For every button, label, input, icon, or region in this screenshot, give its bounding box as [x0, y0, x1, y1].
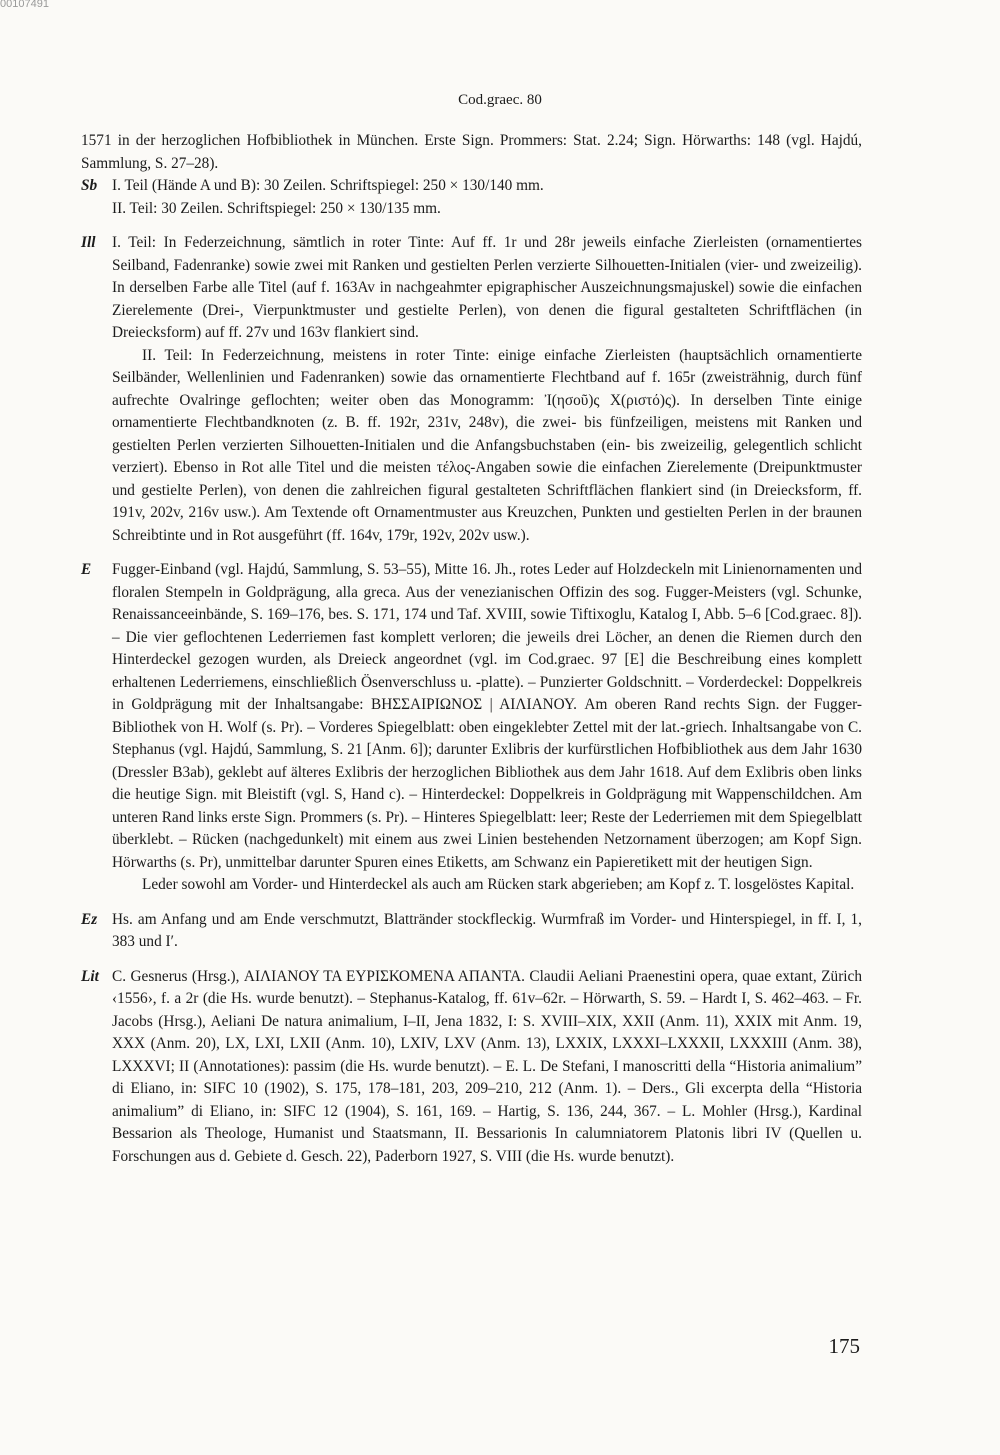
section-label-lit: Lit	[81, 967, 99, 985]
page-number: 175	[828, 1334, 860, 1358]
intro-paragraph: 1571 in der herzoglichen Hofbibliothek in München. Erste Sign. Prommers: Stat. 2.24; Sign. Hörwarths: 148 (vgl. Hajdú, Sammlung, S. 27–28).	[81, 132, 862, 172]
section-sb	[81, 175, 862, 220]
sb-line-2: II. Teil: 30 Zeilen. Schriftspiegel: 250 × 130/135 mm.	[112, 199, 441, 217]
section-label-sb: Sb	[81, 177, 98, 194]
section-content-lit	[112, 966, 862, 1169]
e-paragraph-1: Fugger-Einband (vgl. Hajdú, Sammlung, S. 53–55), Mitte 16. Jh., rotes Leder auf Holzdeckeln mit Linienornamenten und floralen Stempeln in Goldprägung, alla greca. Aus der venezianischen Offizin des sog. Fugger-Meisters (vgl. Schunke, Renaissanceeinbände, S. 169–176, bes. S. 171, 174 und Taf. XVIII, sowie Tiftixoglu, Katalog I, Abb. 5–6 [Cod.graec. 8]). – Die vier geflochtenen Lederriemen fast komplett verloren; die jeweils drei Löcher, an denen die Riemen durch den Hinterdeckel gezogen wurden, als Dreieck angeordnet (vgl. im Cod.graec. 97 [E] die Beschreibung eines komplett erhaltenen Lederriemens, einschließlich Ösenverschluss u. -platte). – Punzierter Goldschnitt. – Vorderdeckel: Doppelkreis in Goldprägung mit der Inhaltsangabe: ΒΗΣΣΑΙΡΙΩΝΟΣ | ΑΙΛΙΑΝΟΥ. Am oberen Rand rechts Sign. der Fugger-Bibliothek von H. Wolf (s. Pr). – Vorderes Spiegelblatt: oben eingeklebter Zettel mit der lat.-griech. Inhaltsangabe von C. Stephanus (vgl. Hajdú, Sammlung, S. 21 [Anm. 6]); darunter Exlibris der kurfürstlichen Hofbibliothek aus dem Jahr 1630 (Dressler B3ab), geklebt auf älteres Exlibris der herzoglichen Bibliothek aus dem Jahr 1618. Auf dem Exlibris oben links die heutige Sign. mit Bleistift (vgl. S, Hand c). – Hinterdeckel: Doppelkreis in Goldprägung mit Wappenschildchen. Am unteren Rand links erste Sign. Prommers (s. Pr). – Hinteres Spiegelblatt: leer; Reste der Lederriemen mit dem Spiegelblatt überklebt. – Rücken (nachgedunkelt) mit einem aus zwei Linien bestehenden Netzornament überzogen; am Kopf Sign. Hörwarths (s. Pr), unmittelbar darunter Spuren eines Etiketts, am Schwanz ein Papieretikett mit der heutigen Sign.	[112, 561, 862, 871]
section-content-ill	[112, 232, 862, 547]
section-label-ill: Ill	[81, 234, 96, 251]
sb-line-1: I. Teil (Hände A und B): 30 Zeilen. Schriftspiegel: 250 × 130/140 mm.	[112, 177, 544, 194]
running-head: Cod.graec. 80	[458, 92, 542, 108]
section-label-ez: Ez	[81, 910, 98, 928]
e-paragraph-2: Leder sowohl am Vorder- und Hinterdeckel als auch am Rücken stark abgerieben; am Kopf z. T. losgelöstes Kapital.	[142, 876, 855, 893]
catalog-entry	[81, 130, 862, 1180]
section-content-ez	[112, 909, 862, 954]
scan-id: 00107491	[0, 0, 49, 10]
section-ill	[81, 232, 862, 547]
section-ez	[81, 909, 862, 954]
ill-paragraph-1: I. Teil: In Federzeichnung, sämtlich in roter Tinte: Auf ff. 1r und 28r jeweils einfache Zierleisten (ornamentiertes Seilband, Fadenranke) sowie zwei mit Ranken und gestielten Perlen verzierte Silhouetten-Initialen (vier- und zweizeilig). In derselben Farbe alle Titel (auf f. 163Av in nachgeahmter epigraphischer Auszeichnungsmajuskel) sowie die einfachen Zierelemente (Drei-, Vierpunktmuster und gestielte Perlen), von denen die figural gestalteten Schriftflächen (in Dreiecksform) auf ff. 27v und 163v flankiert sind.	[112, 234, 862, 341]
ez-paragraph: Hs. am Anfang und am Ende verschmutzt, Blattränder stockfleckig. Wurmfraß im Vorder- und Hinterspiegel, in ff. I, 1, 383 und I′.	[112, 910, 862, 950]
section-e	[81, 559, 862, 897]
section-lit	[81, 966, 862, 1169]
lit-paragraph: C. Gesnerus (Hrsg.), ΑΙΛΙΑΝΟΥ ΤΑ ΕΥΡΙΣΚΟΜΕΝΑ ΑΠΑΝΤΑ. Claudii Aeliani Praenestini opera, quae extant, Zürich ‹1556›, f. a 2r (die Hs. wurde benutzt). – Stephanus-Katalog, ff. 61v–62r. – Hörwarth, S. 59. – Hardt I, S. 462–463. – Fr. Jacobs (Hrsg.), Aeliani De natura animalium, I–II, Jena 1832, I: S. XVIII–XIX, XXII (Anm. 11), XXIX mit Anm. 19, XXX (Anm. 20), LX, LXI, LXII (Anm. 10), LXIV, LXV (Anm. 13), LXXIX, LXXXI–LXXXII, LXXXIII (Anm. 38), LXXXVI; II (Annotationes): passim (die Hs. wurde benutzt). – E. L. De Stefani, I manoscritti della “Historia animalium” di Eliano, in: SIFC 10 (1902), S. 175, 178–181, 203, 209–210, 212 (Anm. 1). – Ders., Gli excerpta della “Historia animalium” di Eliano, in: SIFC 12 (1904), S. 161, 169. – Hartig, S. 136, 244, 367. – L. Mohler (Hrsg.), Kardinal Bessarion als Theologe, Humanist und Staatsmann, II. Bessarionis In calumniatorem Platonis libri IV (Quellen u. Forschungen aus d. Gebiete d. Gesch. 22), Paderborn 1927, S. VIII (die Hs. wurde benutzt).	[112, 967, 862, 1165]
section-content-sb	[112, 175, 862, 220]
ill-paragraph-2: II. Teil: In Federzeichnung, meistens in roter Tinte: einige einfache Zierleisten (hauptsächlich ornamentierte Seilbänder, Wellenlinien und Fadenranken) sowie das ornamentierte Flechtband auf f. 165r (zweisträhnig, durch fünf aufrechte Ovalringe geflochten; weiter oben das Monogramm: Ἰ(ησοῦ)ς Χ(ριστό)ς). In derselben Tinte einige ornamentierte Flechtbandknoten (z. B. ff. 192r, 231v, 248v), die zwei- bis fünfzeiligen, meistens mit Ranken und gestielten Perlen verzierten Silhouetten-Initialen und die Anfangsbuchstaben (ein- bis zweizeilig, gelegentlich schlicht verziert). Ebenso in Rot alle Titel und die meisten τέλος-Angaben sowie die einfachen Zierelemente (Dreipunktmuster und gestielte Perlen), von denen die zahlreichen figural gestalteten Schriftflächen flankiert sind (in Dreiecksform, ff. 191v, 202v, 216v usw.). Am Textende oft Ornamentmuster aus Kreuzchen, Punkten und gestielten Perlen in der braunen Schreibtinte und in Rot ausgeführt (ff. 164v, 179r, 192v, 202v usw.).	[112, 346, 862, 544]
section-label-e: E	[81, 561, 92, 578]
section-content-e	[112, 559, 862, 897]
